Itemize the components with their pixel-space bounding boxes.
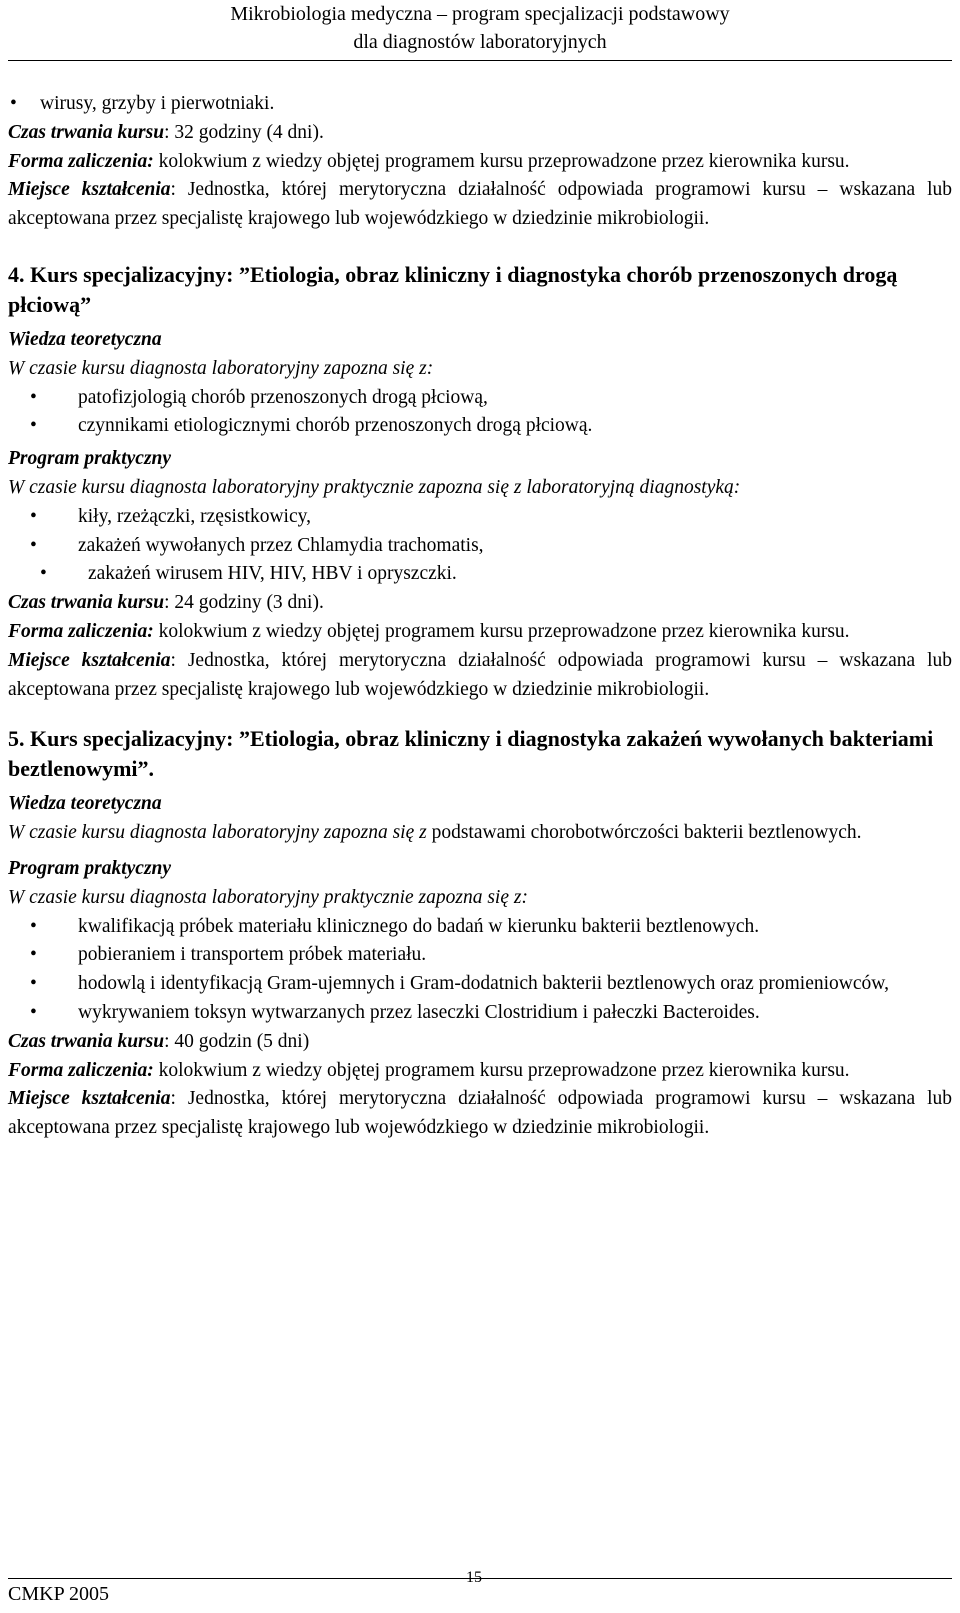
section-5-theory-body: podstawami chorobotwórczości bakterii beztlenowych. xyxy=(426,822,862,844)
list-item xyxy=(8,970,952,999)
assessment-line xyxy=(8,148,952,177)
list-item xyxy=(8,503,952,532)
list-item-text: zakażeń wywołanych przez Chlamydia trachomatis, xyxy=(78,534,484,556)
location-label: Miejsce kształcenia xyxy=(8,649,171,671)
list-item xyxy=(8,560,952,589)
duration-label: Czas trwania kursu xyxy=(8,1030,165,1052)
bullet-icon: • xyxy=(30,505,37,527)
location-line xyxy=(8,176,952,234)
assessment-value: kolokwium z wiedzy objętej programem kursu przeprowadzone przez kierownika kursu. xyxy=(153,1059,850,1081)
assessment-label: Forma zaliczenia: xyxy=(8,150,154,172)
section-4-practice-heading: Program praktyczny xyxy=(8,448,172,470)
assessment-value: kolokwium z wiedzy objętej programem kursu przeprowadzone przez kierownika kursu. xyxy=(153,620,850,642)
duration-line xyxy=(8,589,952,618)
section-4-title: 4. Kurs specjalizacyjny: ”Etiologia, obraz kliniczny i diagnostyka chorób przenoszonych drogą płciową” xyxy=(8,261,898,317)
list-item-text: kiły, rzeżączki, rzęsistkowicy, xyxy=(78,505,311,527)
location-line xyxy=(8,647,952,705)
location-value: : Jednostka, której merytoryczna działalność odpowiada programowi kursu – wskazana lub akceptowana przez specjalistę krajowego lub wojewódzkiego w dziedzinie mikrobiologii. xyxy=(8,649,952,700)
section-5-theory-text xyxy=(8,819,952,848)
location-value: : Jednostka, której merytoryczna działalność odpowiada programowi kursu – wskazana lub akceptowana przez specjalistę krajowego lub wojewódzkiego w dziedzinie mikrobiologii. xyxy=(8,179,952,230)
bullet-icon: • xyxy=(30,944,37,966)
bullet-icon: • xyxy=(30,534,37,556)
section-5-practice-intro: W czasie kursu diagnosta laboratoryjny praktycznie zapozna się z: xyxy=(8,886,528,908)
section-4-practice-intro: W czasie kursu diagnosta laboratoryjny praktycznie zapozna się z laboratoryjną diagnostyką: xyxy=(8,476,741,498)
list-item-text: zakażeń wirusem HIV, HIV, HBV i opryszczki. xyxy=(88,563,457,585)
duration-line xyxy=(8,1028,952,1057)
assessment-label: Forma zaliczenia: xyxy=(8,620,154,642)
assessment-line xyxy=(8,1057,952,1086)
assessment-value: kolokwium z wiedzy objętej programem kursu przeprowadzone przez kierownika kursu. xyxy=(153,150,850,172)
list-item-text: hodowlą i identyfikacją Gram-ujemnych i Gram-dodatnich bakterii beztlenowych oraz promieniowców, xyxy=(78,973,889,995)
duration-label: Czas trwania kursu xyxy=(8,121,165,143)
section-5-theory-heading: Wiedza teoretyczna xyxy=(8,793,162,815)
list-item xyxy=(8,384,952,413)
list-item-text: czynnikami etiologicznymi chorób przenoszonych drogą płciową. xyxy=(78,415,593,437)
list-item xyxy=(8,532,952,561)
list-item xyxy=(8,999,952,1028)
section-5-theory-intro: W czasie kursu diagnosta laboratoryjny zapozna się z xyxy=(8,822,427,844)
bullet-icon: • xyxy=(10,93,17,114)
page-content xyxy=(8,90,952,1143)
location-line xyxy=(8,1085,952,1143)
page-number: 15 xyxy=(466,1569,482,1586)
footer-publisher: CMKP 2005 xyxy=(8,1583,109,1605)
bullet-icon: • xyxy=(30,386,37,408)
list-item-text: pobieraniem i transportem próbek materiału. xyxy=(78,944,427,966)
location-label: Miejsce kształcenia xyxy=(8,1088,171,1110)
bullet-icon: • xyxy=(30,973,37,995)
bullet-icon: • xyxy=(30,1001,37,1023)
bullet-icon: • xyxy=(30,415,37,437)
list-item-text: wykrywaniem toksyn wytwarzanych przez laseczki Clostridium i pałeczki Bacteroides. xyxy=(78,1001,760,1023)
header-rule xyxy=(8,60,952,61)
section-4-theory-heading: Wiedza teoretyczna xyxy=(8,328,162,350)
duration-value: : 40 godzin (5 dni) xyxy=(164,1030,310,1052)
duration-value: : 24 godziny (3 dni). xyxy=(164,592,324,614)
section-5-practice-heading: Program praktyczny xyxy=(8,857,172,879)
duration-value: : 32 godziny (4 dni). xyxy=(164,121,324,143)
assessment-label: Forma zaliczenia: xyxy=(8,1059,154,1081)
continued-list xyxy=(8,90,952,119)
header-line-1: Mikrobiologia medyczna – program specjalizacji podstawowy xyxy=(230,3,730,25)
section-4-theory-list xyxy=(8,384,952,442)
list-item xyxy=(8,913,952,942)
section-5-practice-list xyxy=(8,913,952,1028)
section-4-theory-intro: W czasie kursu diagnosta laboratoryjny zapozna się z: xyxy=(8,357,434,379)
section-4-practice-list xyxy=(8,503,952,589)
list-item-text: wirusy, grzyby i pierwotniaki. xyxy=(40,93,275,114)
location-value: : Jednostka, której merytoryczna działalność odpowiada programowi kursu – wskazana lub akceptowana przez specjalistę krajowego lub wojewódzkiego w dziedzinie mikrobiologii. xyxy=(8,1088,952,1139)
section-5-title: 5. Kurs specjalizacyjny: ”Etiologia, obraz kliniczny i diagnostyka zakażeń wywołanych bakteriami beztlenowymi”. xyxy=(8,726,934,782)
bullet-icon: • xyxy=(30,915,37,937)
list-item-text: kwalifikacją próbek materiału klinicznego do badań w kierunku bakterii beztlenowych. xyxy=(78,915,760,937)
list-item-text: patofizjologią chorób przenoszonych drogą płciową, xyxy=(78,386,488,408)
list-item xyxy=(8,412,952,441)
assessment-line xyxy=(8,618,952,647)
duration-label: Czas trwania kursu xyxy=(8,592,165,614)
list-item xyxy=(8,90,952,119)
duration-line xyxy=(8,119,952,148)
location-label: Miejsce kształcenia xyxy=(8,179,171,201)
header-line-2: dla diagnostów laboratoryjnych xyxy=(353,31,607,53)
bullet-icon: • xyxy=(40,563,47,585)
list-item xyxy=(8,941,952,970)
page-header xyxy=(0,0,960,56)
